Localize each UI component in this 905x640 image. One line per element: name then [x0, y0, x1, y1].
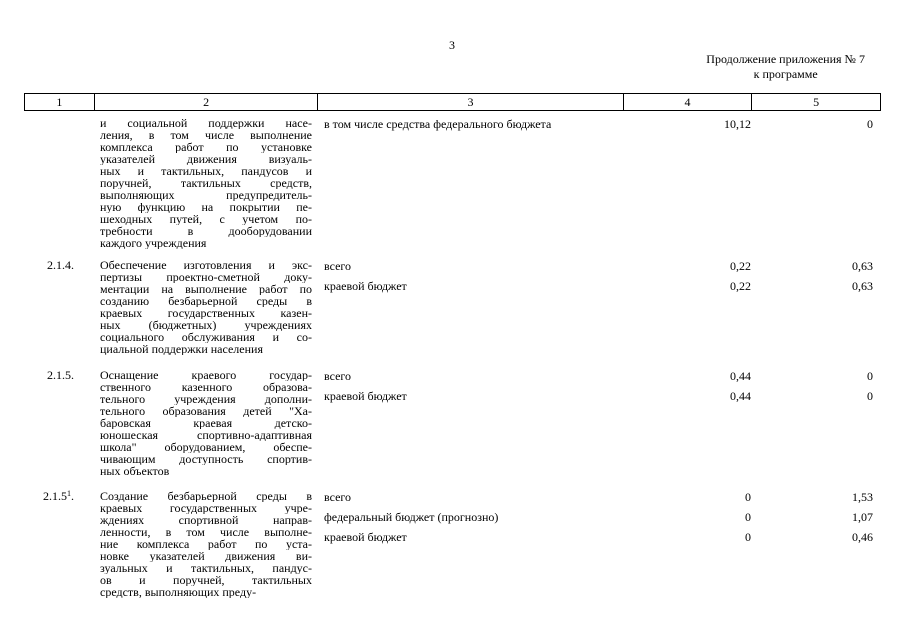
funding-source-label: всего [324, 369, 352, 383]
row-number-suffix: . [71, 489, 74, 503]
col-4-values [624, 259, 753, 355]
description-line: ления, в том числе выполнение [100, 129, 312, 141]
description-line: созданию безбарьерной среды в [100, 295, 312, 307]
col-5-values [753, 117, 881, 249]
funding-source-label: в том числе средства федерального бюджета [324, 117, 552, 131]
col-4-values [624, 117, 753, 249]
funding-source-label: федеральный бюджет (прогнозно) [324, 510, 499, 524]
row-number: 2.1.4. [47, 258, 74, 272]
description-line: Создание безбарьерной среды в [100, 490, 312, 502]
col-4-value: 0,22 [730, 279, 751, 293]
funding-source-label: краевой бюджет [324, 530, 407, 544]
description-line: ных (бюджетных) учреждениях [100, 319, 312, 331]
row-description [94, 490, 318, 598]
description-line: баровская краевая детско- [100, 417, 312, 429]
row-number-superscript: 1 [67, 489, 71, 498]
header-col-4: 4 [624, 94, 753, 110]
col-4-value: 0 [745, 490, 751, 504]
table-row [24, 117, 881, 249]
col-4-value: 0,22 [730, 259, 751, 273]
col-4-values [624, 490, 753, 598]
col-5-values [753, 369, 881, 477]
row-description [94, 369, 318, 477]
description-line: выполняющих предупредитель- [100, 189, 312, 201]
description-line: чивающим доступность спортив- [100, 453, 312, 465]
col-5-value: 0 [867, 369, 873, 383]
row-number [24, 117, 94, 249]
row-number: 2.1.5. [47, 368, 74, 382]
funding-sources [318, 259, 624, 355]
description-line: школа" оборудованием, обеспе- [100, 441, 312, 453]
description-line: ментации на выполнение работ по [100, 283, 312, 295]
col-5-value: 0 [867, 117, 873, 131]
description-line: ных и тактильных, пандусов и [100, 165, 312, 177]
funding-sources [318, 369, 624, 477]
description-line: пертизы проектно-сметной доку- [100, 271, 312, 283]
description-line: тельного образования детей "Ха- [100, 405, 312, 417]
description-line: ждениях спортивной направ- [100, 514, 312, 526]
description-line: каждого учреждения [100, 237, 207, 249]
table-header [24, 93, 881, 111]
header-col-3: 3 [318, 94, 623, 110]
funding-source-label: всего [324, 259, 352, 273]
header-col-5: 5 [813, 95, 820, 109]
col-4-value: 0,44 [730, 389, 751, 403]
col-5-value: 1,53 [852, 490, 873, 504]
description-line: Оснащение краевого государ- [100, 369, 312, 381]
funding-source-label: краевой бюджет [324, 389, 407, 403]
col-5-value: 0,63 [852, 279, 873, 293]
description-line: требности в дооборудовании [100, 225, 312, 237]
description-line: шеходных путей, с учетом по- [100, 213, 312, 225]
funding-source-label: всего [324, 490, 352, 504]
table-row [24, 369, 881, 477]
funding-sources [318, 490, 624, 598]
description-line: циальной поддержки населения [100, 343, 263, 355]
header-col-1: 1 [25, 94, 95, 110]
col-5-values [753, 259, 881, 355]
description-line: и социальной поддержки насе- [100, 117, 312, 129]
page-number: 3 [449, 38, 455, 52]
description-line: ную функцию на покрытии пе- [100, 201, 312, 213]
funding-source-label: краевой бюджет [324, 279, 407, 293]
row-description [94, 259, 318, 355]
table-row [24, 259, 881, 355]
row-description [94, 117, 318, 249]
header-col-2: 2 [95, 94, 318, 110]
col-4-value: 10,12 [724, 117, 751, 131]
appendix-line-2: к программе [753, 67, 818, 81]
col-5-value: 0,63 [852, 259, 873, 273]
col-5-value: 1,07 [852, 510, 873, 524]
appendix-line-1: Продолжение приложения № 7 [706, 52, 865, 66]
col-4-value: 0 [745, 530, 751, 544]
row-number [24, 490, 94, 598]
col-4-value: 0,44 [730, 369, 751, 383]
description-line: краевых государственных казен- [100, 307, 312, 319]
description-line: комплекса работ по установке [100, 141, 312, 153]
description-line: указателей движения визуаль- [100, 153, 312, 165]
description-line: ленности, в том числе выполне- [100, 526, 312, 538]
description-line: новке указателей движения ви- [100, 550, 312, 562]
description-line: Обеспечение изготовления и экс- [100, 259, 312, 271]
funding-sources [318, 117, 624, 249]
description-line: юношеская спортивно-адаптивная [100, 429, 312, 441]
description-line: ственного казенного образова- [100, 381, 312, 393]
description-line: краевых государственных учре- [100, 502, 312, 514]
description-line: ние комплекса работ по уста- [100, 538, 312, 550]
appendix-note [706, 52, 865, 82]
col-4-values [624, 369, 753, 477]
description-line: зуальных и тактильных, пандус- [100, 562, 312, 574]
description-line: ов и поручней, тактильных [100, 574, 312, 586]
row-number-main: 2.1.5 [43, 489, 67, 503]
description-line: поручней, тактильных средств, [100, 177, 312, 189]
col-5-value: 0 [867, 389, 873, 403]
description-line: социального обслуживания и со- [100, 331, 312, 343]
description-line: ных объектов [100, 465, 170, 477]
col-5-value: 0,46 [852, 530, 873, 544]
description-line: средств, выполняющих преду- [100, 586, 257, 598]
col-4-value: 0 [745, 510, 751, 524]
col-5-values [753, 490, 881, 598]
table-row [24, 490, 881, 598]
description-line: тельного учреждения дополни- [100, 393, 312, 405]
